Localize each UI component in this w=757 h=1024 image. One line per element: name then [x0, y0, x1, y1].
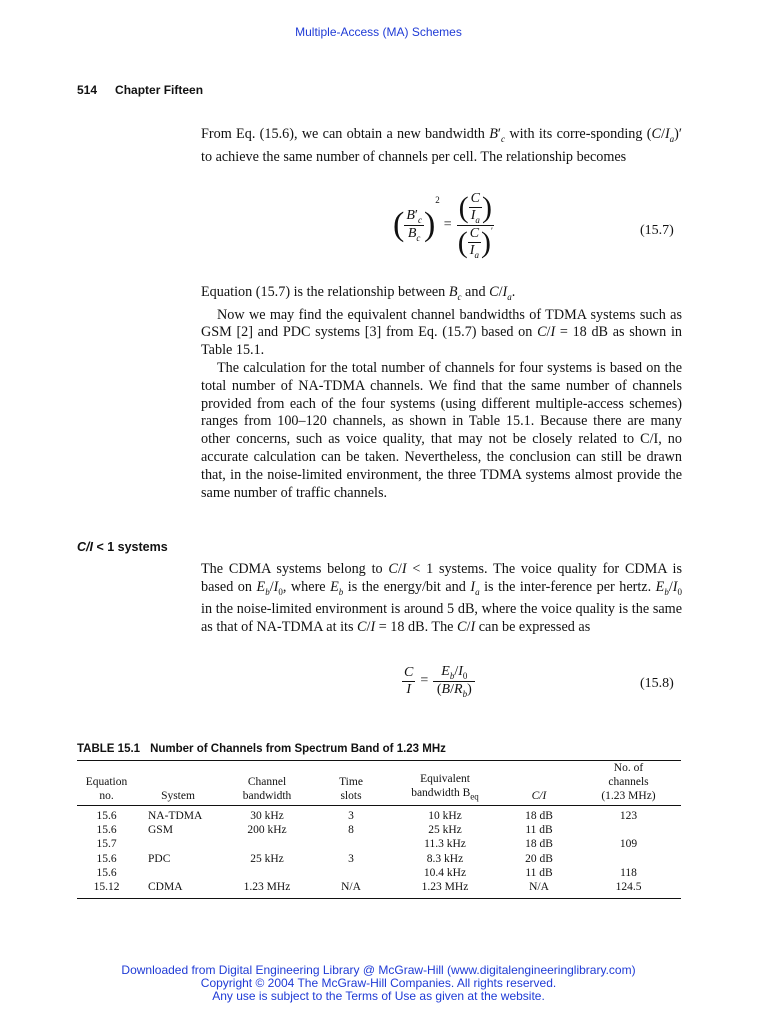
header-channels: No. of channels (1.23 MHz) — [576, 761, 681, 806]
footer-line-2: Copyright © 2004 The McGraw-Hill Companies. All rights reserved. — [200, 976, 557, 990]
table-row: 15.6 PDC 25 kHz 3 8.3 kHz 20 dB — [96, 852, 553, 865]
table-row: 15.12 CDMA 1.23 MHz N/A 1.23 MHz N/A 124.5 — [93, 881, 642, 894]
channels-table — [77, 760, 681, 899]
footer-line-1[interactable]: Downloaded from Digital Engineering Library @ McGraw-Hill (www.digitalengineeringlibrary.com) — [121, 963, 636, 977]
table-row: 15.6 10.4 kHz 11 dB 118 — [96, 866, 637, 879]
header-time-slots: Time slots — [314, 761, 388, 806]
footer-line-3[interactable]: Any use is subject to the Terms of Use as given at the website. — [212, 989, 545, 1003]
paragraph-5: The CDMA systems belong to C/I < 1 systems. The voice quality for CDMA is based on $E_b/I_0$, where $E_b$ is the energy/bit and $I_a$ is the inter-ference per hertz. $E_b/I_0$ in the noise-limited environment is around 5 dB, where the voice quality is the same as that of NA-TDMA at its C/I = 18 dB. The C/I can be expressed as — [201, 561, 683, 636]
page-number: 514 — [77, 83, 98, 97]
table-title: Number of Channels from Spectrum Band of 1.23 MHz — [150, 743, 446, 755]
side-heading: C/I < 1 systems — [77, 540, 168, 554]
table-caption — [77, 743, 446, 755]
header-equation: Equation no. — [77, 761, 136, 806]
paragraph-4: The calculation for the total number of channels for four systems is based on the total number of NA-TDMA channels. We find that the same number of channels provided from each of the four systems (using different multiple-access schemes) ranges from 100–120 channels, as shown in Table 15.1. Because there are many other concerns, such as voice quality, that may not be closely related to C/I, no accurate calculation can be taken. Nevertheless, the conclusion can still be drawn that, in the noise-limited environment, the three TDMA systems almost provide the same number of traffic channels. — [201, 360, 682, 501]
table-header-row — [77, 761, 681, 806]
header-ci: C/I — [502, 761, 576, 806]
table-label: TABLE 15.1 — [77, 743, 141, 755]
equation-number-15-8: (15.8) — [640, 676, 674, 691]
header-system: System — [136, 761, 220, 806]
paragraph-1: From Eq. (15.6), we can obtain a new bandwidth $B'_c$ with its corre-sponding $(C/I_a)'$ to achieve the same number of channels per cell. The relationship becomes — [201, 126, 682, 165]
running-header: Multiple-Access (MA) Schemes — [295, 25, 462, 39]
equation-15-8: $\frac{C}{I}$ = $\frac{E_b/I_0}{(B/R_b)}$ — [402, 664, 475, 699]
paragraph-2: Equation (15.7) is the relationship between $B_c$ and $C/I_a$. Now we may find the equivalent channel bandwidths of TDMA systems such as GSM [2] and PDC systems [3] from Eq. (15.7) based on C/I = 18 dB as shown in Table 15.1. The calculation for the total number of channels for four systems is based on the total number of NA-TDMA channels. We find that the same number of channels provided from each of the four systems (using different multiple-access schemes) ranges from 100–120 channels, as shown in Table 15.1. Because there are many other concerns, such as voice quality, that may not be closely related to C/I, no accurate calculation can be taken. Nevertheless, the conclusion can still be drawn that, in the noise-limited environment, the three TDMA systems almost provide the same number of traffic channels. — [201, 284, 682, 501]
table-row: 15.7 11.3 kHz 18 dB 109 — [96, 838, 638, 851]
header-channel-bandwidth: Channel bandwidth — [220, 761, 314, 806]
chapter-title: Chapter Fifteen — [115, 83, 204, 97]
header-equivalent-bandwidth: Equivalent bandwidth $B_{eq}$ — [388, 761, 502, 806]
table-row: 15.6 NA-TDMA 30 kHz 3 10 kHz 18 dB 123 — [96, 810, 638, 822]
equation-15-7: ( $\frac{B'_c}{B_c}$ ) 2 = ( $\frac{C}{I_a}$ ) ( $\frac{C}{I_a}$ ) ′ — [393, 190, 493, 260]
footer — [0, 964, 757, 1003]
equation-number-15-7: (15.7) — [640, 223, 674, 238]
table-row: 15.6 GSM 200 kHz 8 25 kHz 11 dB — [96, 824, 553, 837]
page-header — [77, 83, 203, 97]
